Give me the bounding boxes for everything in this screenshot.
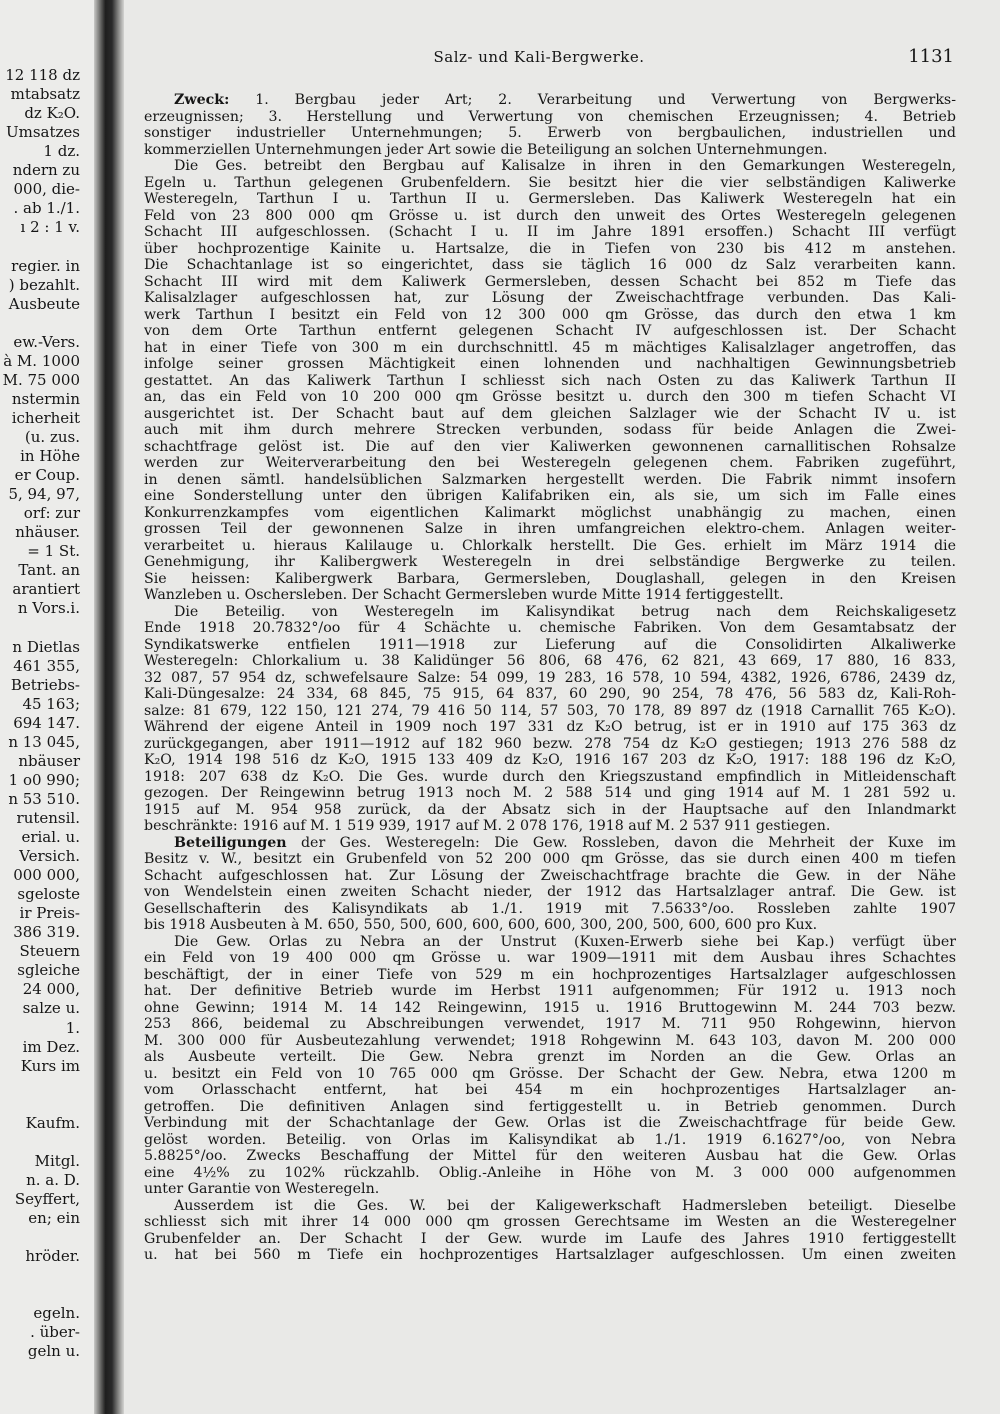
- text-line: beschäftigt, der in einer Tiefe von 529 m ein hochprozentiges Hartsalzlager aufgeschlossen: [144, 966, 956, 983]
- text-line: hat in einer Tiefe von 300 m ein durchschnittl. 45 m mächtiges Kalisalzlager angetroffen, das: [144, 339, 956, 356]
- text-line: Gesellschafterin des Kalisyndikats ab 1./1. 1919 mit 7.5633°/oo. Rossleben zahlte 1907: [144, 900, 956, 917]
- text-line: Kali-Düngesalze: 24 334, 68 845, 75 915, 64 837, 60 290, 90 254, 78 476, 56 583 dz, Kali-Roh-: [144, 686, 956, 702]
- left-column-line: 45 163;: [22, 694, 80, 713]
- text-line: [144, 92, 956, 109]
- text-line: erzeugnissen; 3. Herstellung und Verwertung von chemischen Erzeugnissen; 4. Betrieb: [144, 108, 956, 125]
- left-column-line: icherheit: [11, 408, 80, 427]
- text-line: hat. Der definitive Betrieb wurde im Herbst 1911 aufgenommen; Für 1912 u. 1913 noch: [144, 983, 956, 999]
- text-line: u. hat bei 560 m Tiefe ein hochprozentiges Hartsalzlager aufgeschlossen. Um einen zweiten: [144, 1247, 956, 1263]
- left-column-line: sgeloste: [17, 885, 80, 904]
- text-line: beschränkte: 1916 auf M. 1 519 939, 1917 auf M. 2 078 176, 1918 auf M. 2 537 911 gestiegen.: [144, 818, 831, 834]
- page-header: [124, 48, 954, 72]
- text-line: Westeregeln, Tarthun I u. Tarthun II u. Germersleben. Das Kaliwerk Westeregeln hat ein: [144, 191, 956, 207]
- left-column-line: geln u.: [27, 1342, 80, 1361]
- left-column-line: n Dietlas: [12, 637, 80, 656]
- text-line: Besitz v. W., besitzt ein Grubenfeld von 52 200 000 qm Grösse, das sie durch einen 400 m tiefen: [144, 851, 956, 867]
- left-column-line: nbäuser: [18, 751, 80, 770]
- text-line: Schacht III wird mit dem Kaliwerk Germersleben, dessen Schacht bei 852 m Tiefe das: [144, 273, 956, 290]
- left-column-line: = 1 St.: [27, 542, 80, 561]
- text-line: Die Ges. betreibt den Bergbau auf Kalisalze in ihren in den Gemarkungen Westeregeln,: [174, 158, 956, 174]
- text-line: Verbindung mit der Schachtanlage der Gew. Orlas ist die Zweischachtfrage für beide Gew.: [144, 1115, 956, 1131]
- left-page-fragment: [0, 0, 94, 1414]
- text-line: Feld von 23 800 000 qm Grösse u. ist durch den unweit des Ortes Westeregeln gelegenen: [144, 207, 956, 224]
- left-column-line: er Coup.: [14, 466, 80, 485]
- text-line: über hochprozentige Kainite u. Hartsalze, die in Tiefen von 230 bis 412 m anstehen.: [144, 240, 956, 257]
- text-line: ohne Gewinn; 1914 M. 14 142 Reingewinn, 1915 u. 1916 Bruttogewinn M. 244 703 bezw.: [144, 999, 956, 1016]
- left-column-line: 1 o0 990;: [8, 770, 80, 789]
- zweck-label: Zweck:: [174, 92, 230, 108]
- text-line: Westeregeln: Chlorkalium u. 38 Kalidünger 56 806, 68 476, 62 821, 43 669, 17 880, 16 833,: [144, 653, 956, 669]
- text-line: u. besitzt ein Feld von 10 765 000 qm Grösse. Der Schacht der Gew. Nebra, etwa 1200 m: [144, 1065, 956, 1082]
- left-column-line: Kaufm.: [25, 1113, 80, 1132]
- left-column-line: orf: zur: [23, 504, 80, 523]
- left-column-line: nhäuser.: [15, 523, 80, 542]
- text-line-content: der Ges. Westeregeln: Die Gew. Rossleben, davon die Mehrheit der Kuxe im: [286, 834, 956, 851]
- beteiligungen-label: Beteiligungen: [174, 834, 287, 851]
- text-line: Wanzleben u. Oschersleben. Der Schacht Germersleben wurde Mitte 1914 fertiggestellt.: [144, 587, 784, 603]
- left-column-line: 1 dz.: [43, 142, 80, 161]
- left-column-line: 000, die-: [13, 180, 80, 199]
- left-column-line: Betriebs-: [10, 675, 80, 694]
- page-number: 1131: [908, 46, 954, 67]
- left-column-line: im Dez.: [22, 1037, 80, 1056]
- text-line: eine 4½% zu 102% rückzahlb. Oblig.-Anleihe in Höhe von M. 3 000 000 aufgenommen: [144, 1164, 956, 1181]
- left-column-line: 1.: [65, 1018, 80, 1037]
- text-line: ausgerichtet ist. Der Schacht baut auf dem gleichen Salzlager wie der Schacht IV u. ist: [144, 405, 956, 422]
- left-column-line: ew.-Vers.: [13, 332, 80, 351]
- left-column-line: Ausbeute: [8, 294, 80, 313]
- text-line: K₂O, 1914 198 516 dz K₂O, 1915 133 409 dz K₂O, 1916 167 203 dz K₂O, 1917: 188 196 dz K₂O,: [144, 752, 956, 768]
- text-line: 5.8825°/oo. Zwecks Beschaffung der Mittel für den weiteren Ausbau hat die Gew. Orlas: [144, 1148, 956, 1164]
- text-line: schliesst sich mit ihrer 14 000 000 qm grossen Gerechtsame im Westen an die Westeregelner: [144, 1214, 956, 1230]
- left-column-line: dz K₂O.: [24, 104, 80, 123]
- left-column-line: Umsatzes: [5, 123, 80, 142]
- text-line: 1918: 207 638 dz K₂O. Die Ges. wurde durch den Kriegszustand empfindlich in Mitleidenschaft: [144, 768, 956, 785]
- text-line: Die Gew. Orlas zu Nebra an der Unstrut (Kuxen-Erwerb siehe bei Kap.) verfügt über: [174, 933, 956, 950]
- text-line: 32 087, 57 954 dz, schwefelsaure Salze: 54 099, 19 283, 16 578, 10 594, 4382, 1926, 6786, 2439 dz,: [144, 669, 956, 686]
- text-line: schachtfrage gelöst ist. Die auf den vier Kaliwerken gewonnenen carnallitischen Rohsalze: [144, 438, 956, 455]
- text-line: getroffen. Die definitiven Anlagen sind fertiggestellt u. in Betrieb genommen. Durch: [144, 1098, 956, 1115]
- left-column-line: mtabsatz: [10, 85, 80, 104]
- text-line: unter Garantie von Westeregeln.: [144, 1181, 380, 1197]
- text-line: 1915 auf M. 954 958 zurück, da der Absatz sich in der Hauptsache auf den Inlandmarkt: [144, 801, 956, 818]
- text-line: zurückgegangen, aber 1911—1912 auf 182 960 bezw. 278 754 dz K₂O gestiegen; 1913 276 588 dz: [144, 735, 956, 752]
- text-line: werk Tarthun I besitzt ein Feld von 12 300 000 qm Grösse, das durch den etwa 1 km: [144, 306, 956, 323]
- left-column-line: 24 000,: [22, 980, 80, 999]
- left-column-line: nstermin: [11, 389, 80, 408]
- left-column-line: M. 75 000: [2, 370, 80, 389]
- left-column-line: n Vors.i.: [17, 599, 80, 618]
- text-line: infolge seiner grossen Mächtigkeit einen lohnenden und nachhaltigen Gewinnungsbetrieb: [144, 356, 956, 372]
- text-line: von Wendelstein einen zweiten Schacht nieder, der 1912 das Hartsalzlager antraf. Die Gew. ist: [144, 884, 956, 900]
- text-line: vom Orlasschacht entfernt, hat bei 454 m ein hochprozentiges Hartsalzlager an-: [144, 1082, 956, 1098]
- text-line: Syndikatswerke entfielen 1911—1918 zur Lieferung auf die Consolidirten Alkaliwerke: [144, 636, 956, 653]
- page: [124, 0, 1000, 1414]
- text-line: sonstiger industrieller Unternehmungen; 5. Erwerb von bergbaulichen, industriellen und: [144, 125, 956, 141]
- text-line: Ende 1918 20.7832°/oo für 4 Schächte u. chemische Fabriken. Von dem Gesamtabsatz der: [144, 620, 956, 636]
- text-line: kommerziellen Unternehmungen jeder Art sowie die Beteiligung an solchen Unternehmungen.: [144, 141, 828, 158]
- left-column-line: ndern zu: [12, 161, 80, 180]
- text-line: Sie heissen: Kalibergwerk Barbara, Germersleben, Douglashall, gelegen in den Kreisen: [144, 570, 956, 587]
- text-line: Die Beteilig. von Westeregeln im Kalisyndikat betrug nach dem Reichskaligesetz: [174, 603, 956, 620]
- text-line: auch mit ihm durch mehrere Strecken verbunden, sodass für beide Anlagen die Zwei-: [144, 422, 956, 438]
- text-line: Genehmigung, ihr Kalibergwerk Westeregeln in drei selbständige Bergwerke zu teilen.: [144, 554, 956, 570]
- text-line: Egeln u. Tarthun gelegenen Grubenfeldern. Sie besitzt hier die vier selbständigen Kaliwerke: [144, 174, 956, 191]
- text-line: Kalisalzlager aufgeschlossen hat, zur Lösung der Zweischachtfrage verbunden. Das Kali-: [144, 290, 956, 306]
- left-column-line: rutensil.: [16, 808, 80, 827]
- text-line: werden zur Weiterverarbeitung den bei Westeregeln gelegenen chem. Fabriken zugeführt,: [144, 455, 956, 471]
- left-column-line: Mitgl.: [34, 1151, 80, 1170]
- book-gutter: [94, 0, 124, 1414]
- text-line: von dem Orte Tarthun entfernt gelegenen Schacht IV aufgeschlossen ist. Der Schacht: [144, 323, 956, 339]
- text-line: Konkurrenzkampfes vom eigentlichen Kalimarkt möglichst unabhängig zu machen, einen: [144, 504, 956, 521]
- left-column-line: (u. zus.: [24, 427, 80, 446]
- left-column-line: n. a. D.: [26, 1170, 80, 1189]
- text-line: Grubenfelder an. Der Schacht I der Gew. wurde im Laufe des Jahres 1910 fertiggestellt: [144, 1230, 956, 1247]
- text-line: eine Sonderstellung unter den übrigen Kalifabriken ein, als sie, um sich im Falle eines: [144, 488, 956, 504]
- text-line: Während der eigene Anteil in 1909 noch 197 331 dz K₂O betrug, ist er in 1910 auf 175 363 dz: [144, 719, 956, 735]
- left-column-line: à M. 1000: [3, 351, 80, 370]
- left-column-line: 694 147.: [13, 713, 80, 732]
- text-line: Schacht III aufgeschlossen. (Schacht I u. II im Jahre 1891 ersoffen.) Schacht III verfügt: [144, 224, 956, 240]
- left-column-line: in Höhe: [20, 447, 80, 465]
- left-column-line: 386 319.: [13, 923, 80, 942]
- left-column-line: ir Preis-: [19, 904, 80, 923]
- text-line: grossen Teil der gewonnenen Salze in ihren umfangreichen elektro-chem. Anlagen weiter-: [144, 521, 956, 537]
- left-column-line: Tant. an: [18, 561, 80, 580]
- text-line: an, das ein Feld von 10 200 000 qm Grösse besitzt u. durch den 300 m tiefen Schacht VI: [144, 389, 956, 405]
- left-column-line: Versich.: [19, 847, 80, 866]
- text-line: gelöst worden. Beteilig. von Orlas im Kalisyndikat ab 1./1. 1919 6.1627°/oo, von Nebra: [144, 1131, 956, 1148]
- text-line-content: 1. Bergbau jeder Art; 2. Verarbeitung und Verwertung von Bergwerks-: [229, 92, 956, 108]
- left-column-line: 12 118 dz: [5, 66, 80, 84]
- left-column-line: hröder.: [25, 1247, 80, 1266]
- left-column-line: . ab 1./1.: [13, 199, 80, 218]
- left-column-line: arantiert: [12, 580, 80, 599]
- left-column-line: ı 2 : 1 v.: [20, 218, 80, 237]
- left-column-line: n 53 510.: [8, 789, 80, 808]
- text-line: M. 300 000 für Ausbeutezahlung verwendet; 1918 Rohgewinn M. 643 103, davon M. 200 000: [144, 1032, 956, 1049]
- text-line: bis 1918 Ausbeuten à M. 650, 550, 500, 600, 600, 600, 600, 300, 200, 500, 600, 600 pro Kux.: [144, 917, 818, 933]
- running-title: Salz- und Kali-Bergwerke.: [433, 48, 645, 66]
- left-column-line: Steuern: [19, 942, 80, 961]
- left-column-line: n 13 045,: [8, 732, 80, 751]
- body-text: [144, 92, 956, 1264]
- left-column-line: 000 000,: [13, 866, 80, 885]
- left-column-line: Seyffert,: [14, 1189, 80, 1208]
- text-line: gezogen. Der Reingewinn betrug 1913 noch M. 2 588 514 und ging 1914 auf M. 1 281 592 u.: [144, 785, 956, 801]
- text-line: salze: 81 679, 122 150, 121 274, 79 416 50 114, 57 503, 70 178, 89 897 dz (1918 Carnallit 765 K₂O).: [144, 702, 956, 719]
- left-column-line: ) bezahlt.: [8, 275, 80, 294]
- text-line: gestattet. An das Kaliwerk Tarthun I schliesst sich nach Osten zu das Kaliwerk Tarthun II: [144, 372, 956, 389]
- left-column-line: erial. u.: [21, 828, 80, 846]
- text-line: verarbeitet u. hieraus Kalilauge u. Chlorkalk herstellt. Die Ges. erhielt im März 1914 die: [144, 537, 956, 554]
- text-line: in denen sämtl. handelsüblichen Salzmarken hergestellt werden. Die Fabrik nimmt insofern: [144, 471, 956, 488]
- text-line: [144, 835, 956, 852]
- left-column-line: regier. in: [11, 256, 80, 275]
- left-column-line: en; ein: [28, 1209, 80, 1227]
- left-column-line: 461 355,: [13, 656, 80, 675]
- text-line: ein Feld von 19 400 000 qm Grösse u. war 1909—1911 mit dem Ausbau ihres Schachtes: [144, 950, 956, 966]
- left-column-line: Kurs im: [20, 1056, 80, 1075]
- text-line: als Ausbeute verteilt. Die Gew. Nebra grenzt im Norden an die Gew. Orlas an: [144, 1049, 956, 1065]
- text-line: Ausserdem ist die Ges. W. bei der Kaligewerkschaft Hadmersleben beteiligt. Dieselbe: [174, 1197, 956, 1214]
- left-column-line: . über-: [30, 1323, 80, 1342]
- left-column-line: 5, 94, 97,: [8, 485, 80, 504]
- left-column-line: salze u.: [22, 999, 80, 1018]
- left-column-line: sgleiche: [17, 961, 80, 980]
- text-line: Schacht aufgeschlossen hat. Zur Lösung der Zweischachtfrage brachte die Gew. in der Nähe: [144, 867, 956, 884]
- text-line: Die Schachtanlage ist so eingerichtet, dass sie täglich 16 000 dz Salz verarbeiten kann.: [144, 257, 956, 273]
- left-column-line: egeln.: [33, 1304, 80, 1323]
- text-line: 253 866, beidemal zu Abschreibungen verwendet, 1917 M. 711 950 Rohgewinn, hiervon: [144, 1016, 956, 1032]
